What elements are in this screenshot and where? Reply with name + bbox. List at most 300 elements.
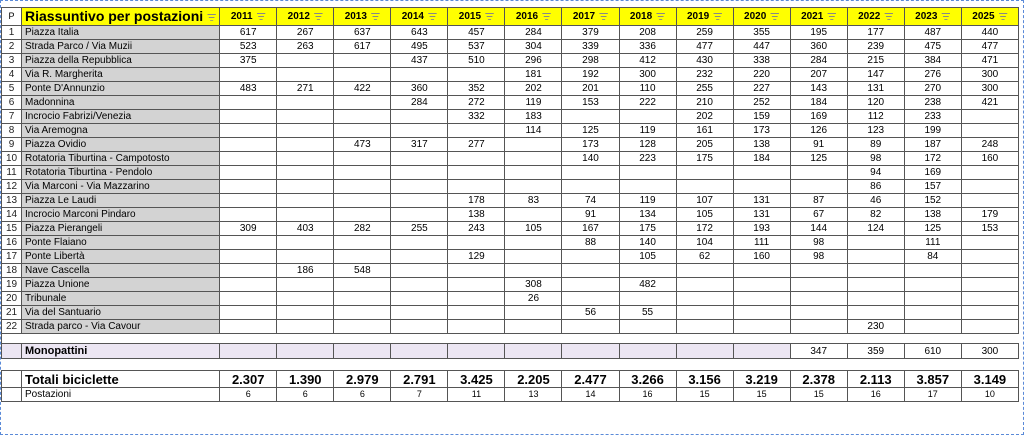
- row-number[interactable]: 17: [2, 250, 22, 264]
- value-cell[interactable]: 617: [334, 40, 391, 54]
- value-cell[interactable]: [334, 344, 391, 359]
- value-cell[interactable]: 267: [277, 26, 334, 40]
- count-cell[interactable]: 11: [448, 388, 505, 402]
- empty-cell[interactable]: [22, 334, 220, 344]
- value-cell[interactable]: [733, 166, 790, 180]
- value-cell[interactable]: 304: [505, 40, 562, 54]
- empty-cell[interactable]: [2, 359, 22, 371]
- value-cell[interactable]: [334, 278, 391, 292]
- value-cell[interactable]: [562, 110, 619, 124]
- value-cell[interactable]: [220, 250, 277, 264]
- value-cell[interactable]: 300: [619, 68, 676, 82]
- count-cell[interactable]: 6: [277, 388, 334, 402]
- value-cell[interactable]: 87: [790, 194, 847, 208]
- value-cell[interactable]: [334, 54, 391, 68]
- value-cell[interactable]: 259: [676, 26, 733, 40]
- value-cell[interactable]: 157: [904, 180, 961, 194]
- value-cell[interactable]: 126: [790, 124, 847, 138]
- empty-cell[interactable]: [505, 359, 562, 371]
- value-cell[interactable]: [277, 292, 334, 306]
- value-cell[interactable]: [505, 306, 562, 320]
- value-cell[interactable]: 510: [448, 54, 505, 68]
- row-number[interactable]: 9: [2, 138, 22, 152]
- value-cell[interactable]: 298: [562, 54, 619, 68]
- value-cell[interactable]: 422: [334, 82, 391, 96]
- value-cell[interactable]: 199: [904, 124, 961, 138]
- value-cell[interactable]: [334, 320, 391, 334]
- row-number[interactable]: 8: [2, 124, 22, 138]
- value-cell[interactable]: 309: [220, 222, 277, 236]
- empty-cell[interactable]: [676, 334, 733, 344]
- location-name-cell[interactable]: Piazza della Repubblica: [22, 54, 220, 68]
- value-cell[interactable]: 447: [733, 40, 790, 54]
- filter-icon[interactable]: [207, 14, 216, 21]
- value-cell[interactable]: 384: [904, 54, 961, 68]
- value-cell[interactable]: [334, 306, 391, 320]
- empty-cell[interactable]: [733, 334, 790, 344]
- value-cell[interactable]: [220, 320, 277, 334]
- value-cell[interactable]: 355: [733, 26, 790, 40]
- value-cell[interactable]: 169: [904, 166, 961, 180]
- value-cell[interactable]: [277, 124, 334, 138]
- value-cell[interactable]: [277, 180, 334, 194]
- value-cell[interactable]: [505, 138, 562, 152]
- total-cell[interactable]: 2.113: [847, 371, 904, 388]
- value-cell[interactable]: [619, 320, 676, 334]
- value-cell[interactable]: [277, 110, 334, 124]
- row-number[interactable]: 22: [2, 320, 22, 334]
- value-cell[interactable]: 282: [334, 222, 391, 236]
- value-cell[interactable]: [391, 180, 448, 194]
- count-cell[interactable]: 15: [733, 388, 790, 402]
- value-cell[interactable]: 179: [961, 208, 1018, 222]
- value-cell[interactable]: 147: [847, 68, 904, 82]
- value-cell[interactable]: [334, 68, 391, 82]
- value-cell[interactable]: 175: [619, 222, 676, 236]
- value-cell[interactable]: [391, 320, 448, 334]
- value-cell[interactable]: [391, 68, 448, 82]
- value-cell[interactable]: [790, 264, 847, 278]
- value-cell[interactable]: 296: [505, 54, 562, 68]
- value-cell[interactable]: [904, 264, 961, 278]
- value-cell[interactable]: [448, 180, 505, 194]
- value-cell[interactable]: 208: [619, 26, 676, 40]
- value-cell[interactable]: 202: [505, 82, 562, 96]
- location-name-cell[interactable]: Piazza Ovidio: [22, 138, 220, 152]
- count-cell[interactable]: 16: [619, 388, 676, 402]
- value-cell[interactable]: [790, 278, 847, 292]
- value-cell[interactable]: 277: [448, 138, 505, 152]
- location-name-cell[interactable]: Tribunale: [22, 292, 220, 306]
- value-cell[interactable]: 120: [847, 96, 904, 110]
- value-cell[interactable]: 144: [790, 222, 847, 236]
- value-cell[interactable]: 131: [733, 194, 790, 208]
- empty-cell[interactable]: [391, 359, 448, 371]
- value-cell[interactable]: [334, 208, 391, 222]
- value-cell[interactable]: [505, 344, 562, 359]
- value-cell[interactable]: 248: [961, 138, 1018, 152]
- value-cell[interactable]: 119: [619, 194, 676, 208]
- value-cell[interactable]: 482: [619, 278, 676, 292]
- value-cell[interactable]: [277, 96, 334, 110]
- value-cell[interactable]: [619, 292, 676, 306]
- value-cell[interactable]: 272: [448, 96, 505, 110]
- col-header-year[interactable]: [334, 8, 391, 26]
- value-cell[interactable]: [733, 320, 790, 334]
- row-number[interactable]: 14: [2, 208, 22, 222]
- value-cell[interactable]: 252: [733, 96, 790, 110]
- value-cell[interactable]: [676, 180, 733, 194]
- value-cell[interactable]: [448, 320, 505, 334]
- location-name-cell[interactable]: Piazza Unione: [22, 278, 220, 292]
- row-number[interactable]: 19: [2, 278, 22, 292]
- empty-cell[interactable]: [790, 334, 847, 344]
- empty-cell[interactable]: [448, 334, 505, 344]
- col-header-year[interactable]: [277, 8, 334, 26]
- value-cell[interactable]: [562, 166, 619, 180]
- value-cell[interactable]: 83: [505, 194, 562, 208]
- value-cell[interactable]: 181: [505, 68, 562, 82]
- value-cell[interactable]: [277, 138, 334, 152]
- value-cell[interactable]: 159: [733, 110, 790, 124]
- value-cell[interactable]: 172: [676, 222, 733, 236]
- value-cell[interactable]: [277, 236, 334, 250]
- value-cell[interactable]: 94: [847, 166, 904, 180]
- value-cell[interactable]: [391, 250, 448, 264]
- value-cell[interactable]: [391, 264, 448, 278]
- value-cell[interactable]: [277, 68, 334, 82]
- value-cell[interactable]: 332: [448, 110, 505, 124]
- value-cell[interactable]: 104: [676, 236, 733, 250]
- empty-cell[interactable]: [391, 334, 448, 344]
- filter-icon[interactable]: [485, 13, 494, 20]
- value-cell[interactable]: 160: [961, 152, 1018, 166]
- empty-cell[interactable]: [220, 334, 277, 344]
- value-cell[interactable]: 610: [904, 344, 961, 359]
- empty-cell[interactable]: [277, 359, 334, 371]
- value-cell[interactable]: 255: [391, 222, 448, 236]
- value-cell[interactable]: [505, 166, 562, 180]
- value-cell[interactable]: 227: [733, 82, 790, 96]
- value-cell[interactable]: 430: [676, 54, 733, 68]
- value-cell[interactable]: [733, 344, 790, 359]
- value-cell[interactable]: 98: [847, 152, 904, 166]
- value-cell[interactable]: 477: [676, 40, 733, 54]
- value-cell[interactable]: 210: [676, 96, 733, 110]
- location-name-cell[interactable]: Ponte D'Annunzio: [22, 82, 220, 96]
- col-header-year[interactable]: [562, 8, 619, 26]
- value-cell[interactable]: 230: [847, 320, 904, 334]
- count-cell[interactable]: 15: [676, 388, 733, 402]
- value-cell[interactable]: [961, 306, 1018, 320]
- col-header-year[interactable]: [733, 8, 790, 26]
- row-number[interactable]: 12: [2, 180, 22, 194]
- value-cell[interactable]: 232: [676, 68, 733, 82]
- value-cell[interactable]: [277, 278, 334, 292]
- location-name-cell[interactable]: Incrocio Marconi Pindaro: [22, 208, 220, 222]
- col-header-year[interactable]: [220, 8, 277, 26]
- location-name-cell[interactable]: Nave Cascella: [22, 264, 220, 278]
- value-cell[interactable]: [334, 96, 391, 110]
- value-cell[interactable]: 153: [961, 222, 1018, 236]
- filter-icon[interactable]: [713, 13, 722, 20]
- empty-cell[interactable]: [904, 334, 961, 344]
- value-cell[interactable]: 74: [562, 194, 619, 208]
- value-cell[interactable]: [790, 180, 847, 194]
- value-cell[interactable]: [277, 250, 334, 264]
- location-name-cell[interactable]: Piazza Pierangeli: [22, 222, 220, 236]
- value-cell[interactable]: [220, 180, 277, 194]
- total-cell[interactable]: 3.219: [733, 371, 790, 388]
- value-cell[interactable]: [562, 292, 619, 306]
- value-cell[interactable]: 412: [619, 54, 676, 68]
- value-cell[interactable]: 471: [961, 54, 1018, 68]
- value-cell[interactable]: 184: [790, 96, 847, 110]
- col-header-year[interactable]: [790, 8, 847, 26]
- value-cell[interactable]: [277, 208, 334, 222]
- value-cell[interactable]: [334, 236, 391, 250]
- value-cell[interactable]: [391, 292, 448, 306]
- empty-cell[interactable]: [847, 359, 904, 371]
- value-cell[interactable]: [733, 180, 790, 194]
- value-cell[interactable]: [220, 208, 277, 222]
- value-cell[interactable]: [277, 344, 334, 359]
- filter-icon[interactable]: [770, 13, 779, 20]
- location-name-cell[interactable]: Via R. Margherita: [22, 68, 220, 82]
- row-number[interactable]: 6: [2, 96, 22, 110]
- value-cell[interactable]: [220, 344, 277, 359]
- empty-cell[interactable]: [904, 359, 961, 371]
- value-cell[interactable]: [220, 292, 277, 306]
- value-cell[interactable]: [391, 152, 448, 166]
- row-number[interactable]: 10: [2, 152, 22, 166]
- empty-cell[interactable]: [961, 359, 1018, 371]
- col-header-year[interactable]: [505, 8, 562, 26]
- value-cell[interactable]: 91: [562, 208, 619, 222]
- value-cell[interactable]: 67: [790, 208, 847, 222]
- value-cell[interactable]: [562, 344, 619, 359]
- value-cell[interactable]: [961, 124, 1018, 138]
- value-cell[interactable]: [505, 180, 562, 194]
- value-cell[interactable]: 243: [448, 222, 505, 236]
- value-cell[interactable]: [562, 320, 619, 334]
- value-cell[interactable]: 138: [448, 208, 505, 222]
- empty-cell[interactable]: [2, 388, 22, 402]
- value-cell[interactable]: [619, 344, 676, 359]
- value-cell[interactable]: 152: [904, 194, 961, 208]
- value-cell[interactable]: 352: [448, 82, 505, 96]
- value-cell[interactable]: [391, 110, 448, 124]
- row-number[interactable]: 3: [2, 54, 22, 68]
- value-cell[interactable]: 186: [277, 264, 334, 278]
- col-header-year[interactable]: [961, 8, 1018, 26]
- empty-cell[interactable]: [676, 359, 733, 371]
- value-cell[interactable]: 475: [904, 40, 961, 54]
- value-cell[interactable]: 119: [505, 96, 562, 110]
- value-cell[interactable]: [220, 124, 277, 138]
- value-cell[interactable]: [220, 194, 277, 208]
- value-cell[interactable]: [220, 306, 277, 320]
- value-cell[interactable]: [961, 250, 1018, 264]
- count-cell[interactable]: 16: [847, 388, 904, 402]
- value-cell[interactable]: [961, 292, 1018, 306]
- value-cell[interactable]: [277, 320, 334, 334]
- value-cell[interactable]: [847, 292, 904, 306]
- total-cell[interactable]: 3.425: [448, 371, 505, 388]
- value-cell[interactable]: 440: [961, 26, 1018, 40]
- empty-cell[interactable]: [2, 371, 22, 388]
- empty-cell[interactable]: [220, 359, 277, 371]
- value-cell[interactable]: [733, 306, 790, 320]
- value-cell[interactable]: 284: [790, 54, 847, 68]
- value-cell[interactable]: [505, 320, 562, 334]
- value-cell[interactable]: 140: [562, 152, 619, 166]
- row-number[interactable]: 16: [2, 236, 22, 250]
- value-cell[interactable]: 643: [391, 26, 448, 40]
- value-cell[interactable]: 125: [562, 124, 619, 138]
- row-number[interactable]: 15: [2, 222, 22, 236]
- value-cell[interactable]: 175: [676, 152, 733, 166]
- empty-cell[interactable]: [505, 334, 562, 344]
- total-cell[interactable]: 2.791: [391, 371, 448, 388]
- value-cell[interactable]: [619, 110, 676, 124]
- value-cell[interactable]: 300: [961, 82, 1018, 96]
- value-cell[interactable]: [961, 194, 1018, 208]
- value-cell[interactable]: 153: [562, 96, 619, 110]
- value-cell[interactable]: [904, 278, 961, 292]
- count-cell[interactable]: 6: [220, 388, 277, 402]
- value-cell[interactable]: [391, 344, 448, 359]
- empty-cell[interactable]: [2, 344, 22, 359]
- value-cell[interactable]: 202: [676, 110, 733, 124]
- value-cell[interactable]: 128: [619, 138, 676, 152]
- value-cell[interactable]: 473: [334, 138, 391, 152]
- value-cell[interactable]: [334, 292, 391, 306]
- col-header-year[interactable]: [619, 8, 676, 26]
- value-cell[interactable]: 89: [847, 138, 904, 152]
- value-cell[interactable]: 124: [847, 222, 904, 236]
- filter-icon[interactable]: [542, 13, 551, 20]
- value-cell[interactable]: [847, 236, 904, 250]
- col-header-year[interactable]: [676, 8, 733, 26]
- value-cell[interactable]: 537: [448, 40, 505, 54]
- value-cell[interactable]: 125: [790, 152, 847, 166]
- value-cell[interactable]: 187: [904, 138, 961, 152]
- value-cell[interactable]: 379: [562, 26, 619, 40]
- value-cell[interactable]: 215: [847, 54, 904, 68]
- value-cell[interactable]: [961, 236, 1018, 250]
- value-cell[interactable]: [334, 124, 391, 138]
- location-name-cell[interactable]: Via del Santuario: [22, 306, 220, 320]
- value-cell[interactable]: [277, 54, 334, 68]
- value-cell[interactable]: [334, 110, 391, 124]
- value-cell[interactable]: 56: [562, 306, 619, 320]
- count-cell[interactable]: 14: [562, 388, 619, 402]
- value-cell[interactable]: [904, 292, 961, 306]
- empty-cell[interactable]: [2, 334, 22, 344]
- value-cell[interactable]: [391, 278, 448, 292]
- value-cell[interactable]: 167: [562, 222, 619, 236]
- row-number[interactable]: 4: [2, 68, 22, 82]
- value-cell[interactable]: [676, 166, 733, 180]
- value-cell[interactable]: [448, 236, 505, 250]
- filter-icon[interactable]: [999, 13, 1008, 20]
- value-cell[interactable]: 223: [619, 152, 676, 166]
- value-cell[interactable]: [448, 124, 505, 138]
- value-cell[interactable]: 271: [277, 82, 334, 96]
- value-cell[interactable]: 308: [505, 278, 562, 292]
- location-name-cell[interactable]: Piazza Italia: [22, 26, 220, 40]
- filter-icon[interactable]: [884, 13, 893, 20]
- value-cell[interactable]: 487: [904, 26, 961, 40]
- value-cell[interactable]: 483: [220, 82, 277, 96]
- value-cell[interactable]: 360: [391, 82, 448, 96]
- empty-cell[interactable]: [277, 334, 334, 344]
- totals-label[interactable]: Totali biciclette: [22, 371, 220, 388]
- value-cell[interactable]: [220, 138, 277, 152]
- total-cell[interactable]: 3.266: [619, 371, 676, 388]
- filter-icon[interactable]: [257, 13, 266, 20]
- col-header-year[interactable]: [847, 8, 904, 26]
- monopattini-label[interactable]: Monopattini: [22, 344, 220, 359]
- value-cell[interactable]: 46: [847, 194, 904, 208]
- empty-cell[interactable]: [790, 359, 847, 371]
- value-cell[interactable]: [961, 264, 1018, 278]
- value-cell[interactable]: 207: [790, 68, 847, 82]
- location-name-cell[interactable]: Ponte Libertà: [22, 250, 220, 264]
- value-cell[interactable]: 233: [904, 110, 961, 124]
- value-cell[interactable]: 138: [733, 138, 790, 152]
- total-cell[interactable]: 2.378: [790, 371, 847, 388]
- value-cell[interactable]: 205: [676, 138, 733, 152]
- row-number[interactable]: 7: [2, 110, 22, 124]
- value-cell[interactable]: [961, 110, 1018, 124]
- row-number[interactable]: 2: [2, 40, 22, 54]
- value-cell[interactable]: 129: [448, 250, 505, 264]
- value-cell[interactable]: 114: [505, 124, 562, 138]
- value-cell[interactable]: [676, 306, 733, 320]
- count-cell[interactable]: 15: [790, 388, 847, 402]
- value-cell[interactable]: 105: [505, 222, 562, 236]
- col-header-year[interactable]: [448, 8, 505, 26]
- value-cell[interactable]: [220, 264, 277, 278]
- value-cell[interactable]: [619, 180, 676, 194]
- row-number[interactable]: 13: [2, 194, 22, 208]
- filter-icon[interactable]: [314, 13, 323, 20]
- value-cell[interactable]: 220: [733, 68, 790, 82]
- value-cell[interactable]: 140: [619, 236, 676, 250]
- value-cell[interactable]: [961, 278, 1018, 292]
- value-cell[interactable]: 119: [619, 124, 676, 138]
- value-cell[interactable]: 317: [391, 138, 448, 152]
- total-cell[interactable]: 2.477: [562, 371, 619, 388]
- count-cell[interactable]: 6: [334, 388, 391, 402]
- location-name-cell[interactable]: Madonnina: [22, 96, 220, 110]
- total-cell[interactable]: 3.156: [676, 371, 733, 388]
- sheet-title[interactable]: [22, 8, 220, 26]
- value-cell[interactable]: 178: [448, 194, 505, 208]
- col-header-p[interactable]: P: [2, 8, 22, 26]
- value-cell[interactable]: 86: [847, 180, 904, 194]
- value-cell[interactable]: [961, 320, 1018, 334]
- value-cell[interactable]: 495: [391, 40, 448, 54]
- filter-icon[interactable]: [599, 13, 608, 20]
- value-cell[interactable]: 263: [277, 40, 334, 54]
- empty-cell[interactable]: [22, 359, 220, 371]
- value-cell[interactable]: [220, 152, 277, 166]
- value-cell[interactable]: [334, 194, 391, 208]
- value-cell[interactable]: 347: [790, 344, 847, 359]
